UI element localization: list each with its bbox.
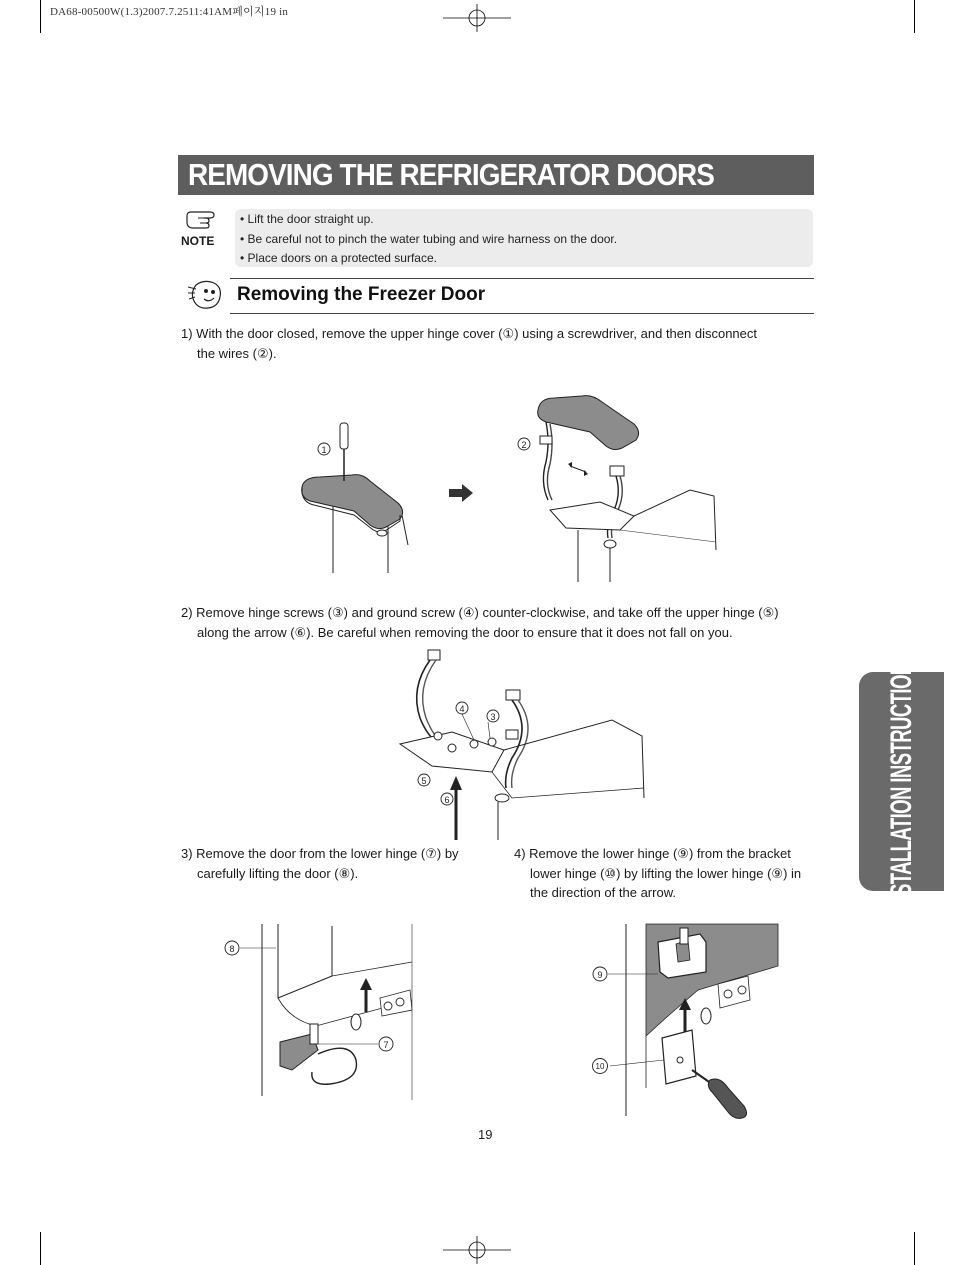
step-1-line-2: the wires (②). (197, 346, 277, 361)
crop-mark (40, 1232, 41, 1265)
crop-mark (914, 1232, 915, 1265)
section-rule (230, 278, 814, 279)
section-mascot-icon (186, 277, 228, 311)
figure-step-1-cover-removal (290, 415, 420, 585)
note-item: • Be careful not to pinch the water tubing and wire harness on the door. (240, 232, 618, 246)
page-number: 19 (478, 1127, 493, 1142)
figure-step-1-wire-disconnect (510, 392, 722, 587)
note-hand-icon (184, 210, 220, 232)
figure-step-4-lower-hinge (588, 920, 784, 1122)
registration-mark-bottom (443, 1236, 511, 1264)
section-rule (230, 313, 814, 314)
note-item: • Place doors on a protected surface. (240, 251, 437, 265)
callout-10: 10 (595, 1062, 605, 1071)
crop-mark (914, 0, 915, 33)
step-1-line-1: 1) With the door closed, remove the upper hinge cover (①) using a screwdriver, and then disconnect (181, 326, 758, 341)
step-2-line-1: 2) Remove hinge screws (③) and ground screw (④) counter-clockwise, and take off the upper hinge (⑤) (181, 605, 779, 620)
side-tab-label: INSTALLATION INSTRUCTIONS (884, 650, 918, 913)
step-4-line-1: 4) Remove the lower hinge (⑨) from the bracket (514, 846, 791, 861)
step-4-line-2: lower hinge (⑩) by lifting the lower hinge (⑨) in (530, 866, 802, 881)
callout-8: 8 (229, 944, 235, 954)
step-2-line-2: along the arrow (⑥). Be careful when removing the door to ensure that it does not fall on you. (197, 625, 733, 640)
file-header: DA68-00500W(1.3)2007.7.2511:41AM페이지19 in (50, 6, 289, 18)
arrow-right-icon (448, 483, 474, 503)
callout-3: 3 (490, 712, 496, 722)
note-box (235, 209, 813, 267)
side-tab (859, 650, 944, 913)
crop-mark (40, 0, 41, 33)
title-bar (178, 155, 814, 195)
step-3-line-2: carefully lifting the door (⑧). (197, 866, 359, 881)
callout-7: 7 (383, 1040, 389, 1050)
callout-4: 4 (459, 704, 465, 714)
callout-6: 6 (444, 795, 450, 805)
page-title: REMOVING THE REFRIGERATOR DOORS (188, 157, 715, 192)
registration-mark-top (443, 4, 511, 32)
note-item: • Lift the door straight up. (240, 212, 374, 226)
callout-1: 1 (321, 445, 327, 455)
step-4-line-3: the direction of the arrow. (530, 885, 676, 900)
callout-9: 9 (597, 970, 603, 980)
section-title: Removing the Freezer Door (237, 284, 486, 305)
figure-step-3-lift-door (220, 920, 416, 1102)
note-label: NOTE (181, 234, 215, 248)
callout-2: 2 (521, 440, 527, 450)
step-3-line-1: 3) Remove the door from the lower hinge (⑦) by (181, 846, 459, 861)
callout-5: 5 (421, 776, 427, 786)
figure-step-2-hinge-screws (392, 648, 648, 840)
